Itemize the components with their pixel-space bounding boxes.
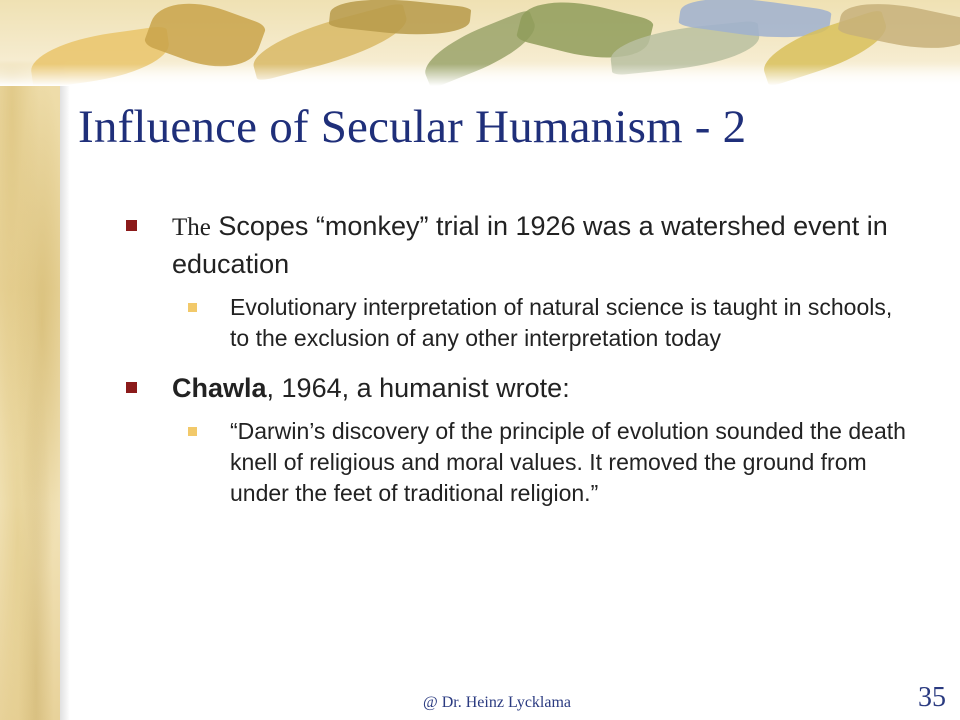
parchment-border xyxy=(0,0,60,720)
square-bullet-icon xyxy=(126,382,137,393)
slide-title: Influence of Secular Humanism - 2 xyxy=(78,101,747,153)
sub-bullet-item xyxy=(120,292,910,354)
sub-bullet-text: Evolutionary interpretation of natural science is taught in schools, to the exclusion of any other interpretation today xyxy=(230,294,893,351)
page-number: 35 xyxy=(918,682,946,713)
leaf-banner xyxy=(0,0,960,86)
bullet-text: , 1964, a humanist wrote: xyxy=(266,373,570,403)
footer-author: @ Dr. Heinz Lycklama xyxy=(423,694,572,711)
bullet-prefix: Chawla xyxy=(172,373,267,403)
slide-content xyxy=(120,208,910,525)
square-bullet-icon xyxy=(188,427,197,436)
bullet-item xyxy=(120,208,910,282)
bullet-prefix: The xyxy=(172,214,211,241)
sub-bullet-text: “Darwin’s discovery of the principle of evolution sounded the death knell of religious and moral values. It removed the ground from under the feet of traditional religion.” xyxy=(230,418,906,506)
square-bullet-icon xyxy=(126,220,137,231)
border-shadow xyxy=(60,0,70,720)
sub-bullet-item xyxy=(120,416,910,509)
square-bullet-icon xyxy=(188,303,197,312)
bullet-item xyxy=(120,370,910,406)
bullet-text: Scopes “monkey” trial in 1926 was a watershed event in education xyxy=(172,211,888,279)
